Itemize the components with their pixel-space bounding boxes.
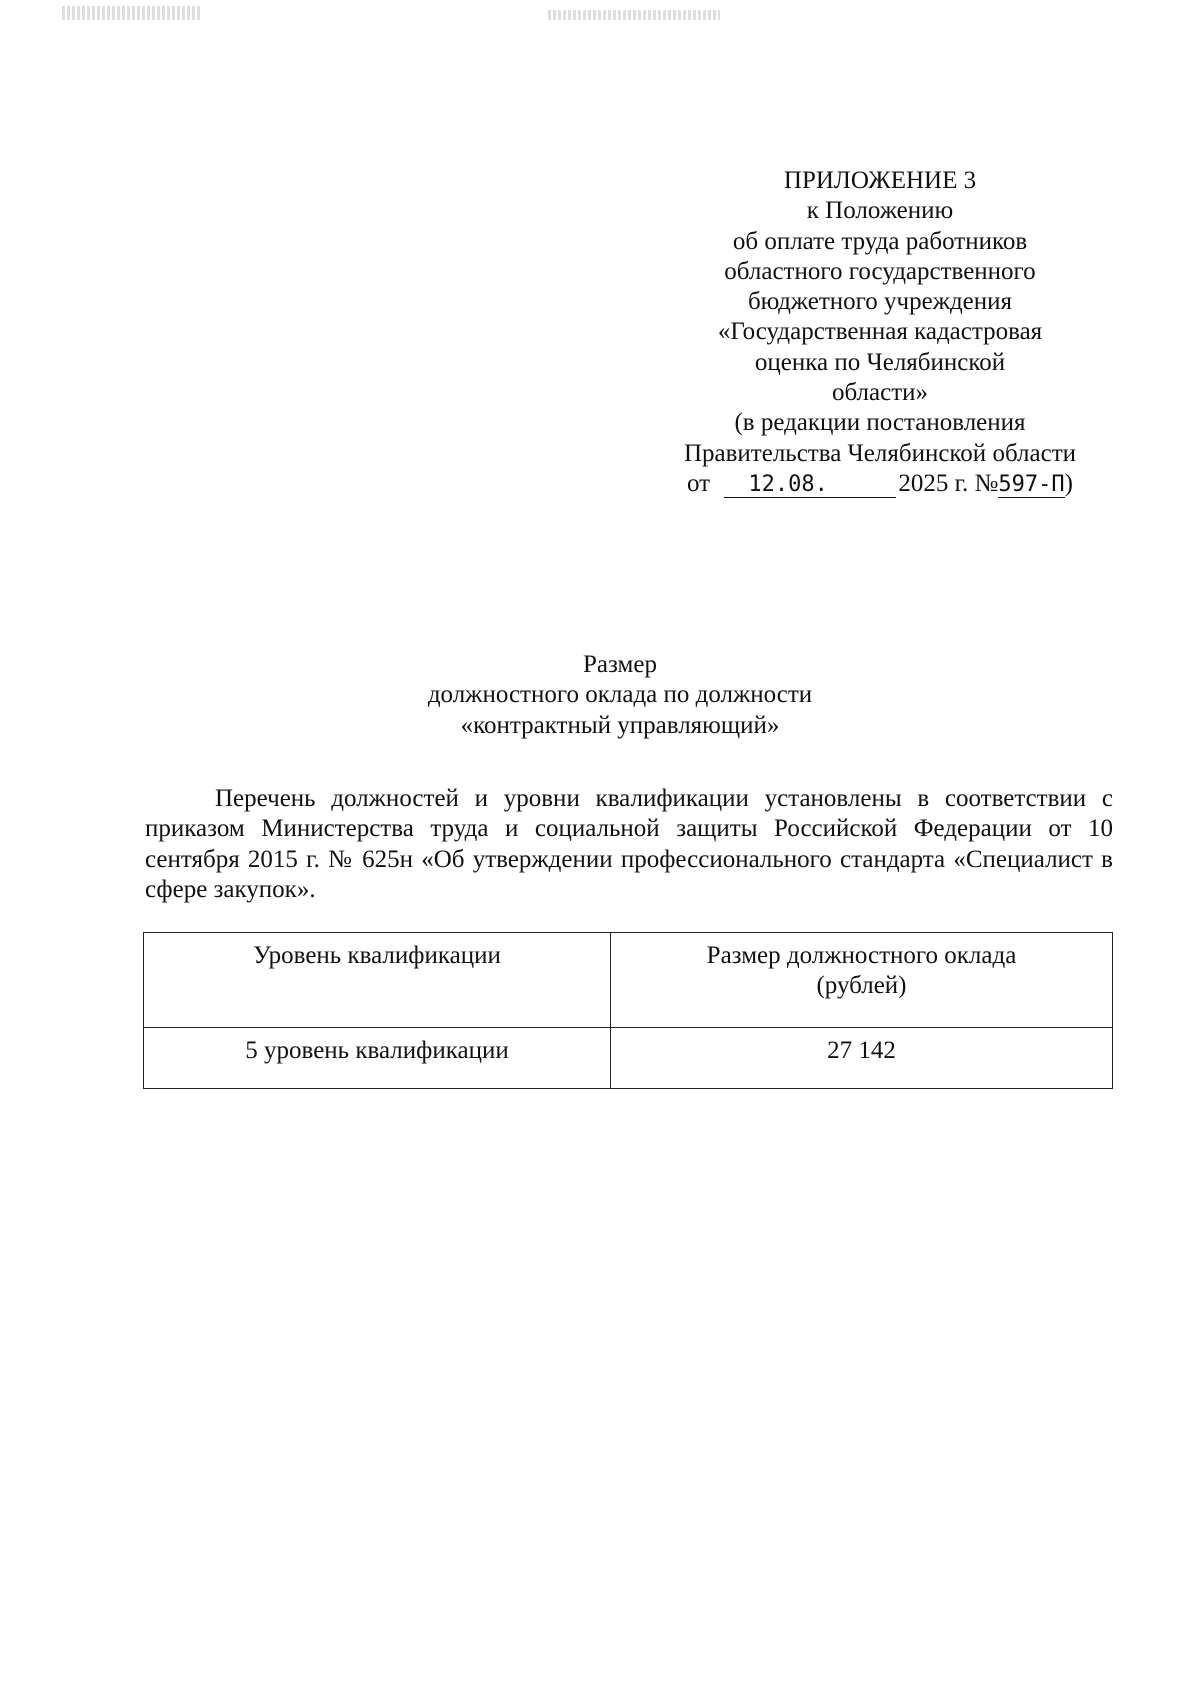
handwritten-date: 12.08. [724, 473, 896, 498]
appendix-line: оценка по Челябинской [754, 348, 1006, 376]
table-row [144, 1028, 1113, 1089]
resolution-year: 2025 г. № [898, 469, 999, 497]
appendix-line: области» [831, 379, 929, 407]
document-title [240, 650, 1000, 741]
date-prefix: от [687, 469, 711, 497]
title-line: «контрактный управляющий» [460, 711, 780, 739]
column-header-salary: Размер должностного оклада (рублей) [611, 933, 1113, 1028]
scan-artifact [548, 10, 720, 20]
appendix-header [600, 166, 1160, 499]
column-header-level: Уровень квалификации [144, 933, 611, 1028]
appendix-line: об оплате труда работников [732, 227, 1028, 255]
table-cell-salary: 27 142 [611, 1028, 1113, 1089]
appendix-line: (в редакции постановления [734, 409, 1026, 437]
appendix-line: Правительства Челябинской области [683, 439, 1077, 467]
appendix-line: «Государственная кадастровая [717, 318, 1043, 346]
handwritten-number: 597-П [998, 471, 1065, 497]
table-header-row [144, 933, 1113, 1028]
scan-artifact [62, 6, 200, 20]
body-paragraph: Перечень должностей и уровни квалификации установлены в соответствии с приказом Министерства труда и социальной защиты Российской Федерации от 10 сентября 2015 г. № 625н «Об утверждении профессионального стандарта «Специалист в сфере закупок». [145, 785, 1113, 903]
appendix-line: к Положению [806, 197, 954, 225]
resolution-date-line [600, 469, 1160, 499]
appendix-line: бюджетного учреждения [747, 288, 1013, 316]
table-cell-level: 5 уровень квалификации [144, 1028, 611, 1089]
salary-table [143, 932, 1113, 1089]
appendix-line: областного государственного [724, 257, 1036, 285]
appendix-title: ПРИЛОЖЕНИЕ 3 [783, 167, 977, 194]
title-line: должностного оклада по должности [427, 681, 813, 709]
title-line: Размер [583, 651, 657, 678]
closing-paren: ) [1064, 469, 1073, 497]
